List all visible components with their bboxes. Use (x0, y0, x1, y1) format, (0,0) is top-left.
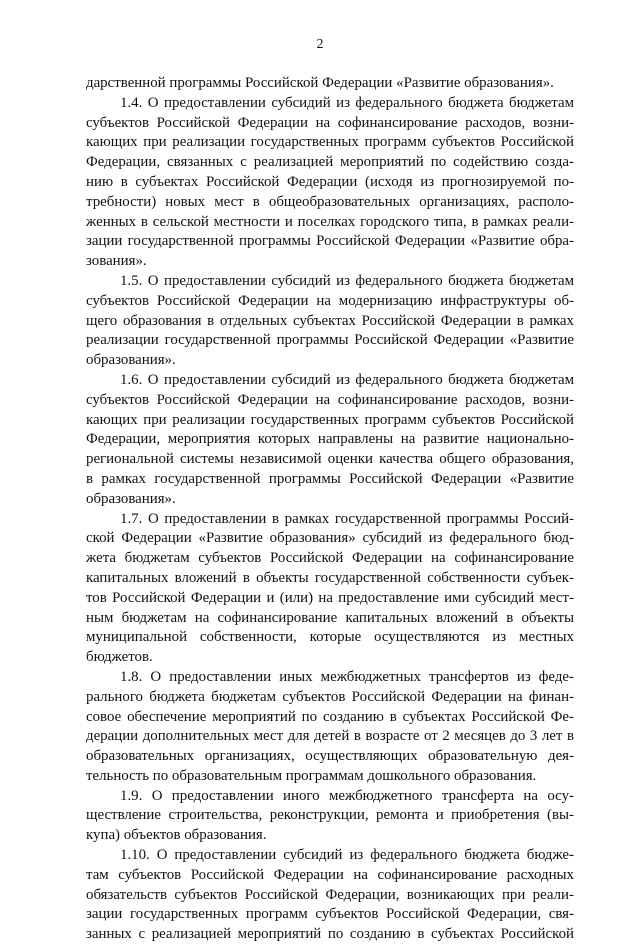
text-line: 1.9. О предоставлении иного межбюджетного трансферта на осу- (120, 787, 574, 804)
text-line: 1.4. О предоставлении субсидий из федерального бюджета бюджетам (120, 94, 574, 111)
text-line: кающих при реализации государственных программ субъектов Российской (86, 134, 574, 151)
text-line: субъектов Российской Федерации на модернизацию инфраструктуры об- (86, 292, 574, 309)
text-line: субъектов Российской Федерации на софинансирование расходов, возни- (86, 391, 574, 408)
text-line: дарственной программы Российской Федерации «Развитие образования». (86, 75, 554, 91)
text-line: образования». (86, 352, 176, 369)
text-line: купа) объектов образования. (86, 827, 267, 844)
text-line: дерации дополнительных мест для детей в возрасте от 2 месяцев до 3 лет в (86, 728, 574, 745)
text-line: ным бюджетам на софинансирование капитальных вложений в объекты (86, 609, 574, 626)
text-line: 1.5. О предоставлении субсидий из федерального бюджета бюджетам (120, 272, 574, 289)
text-line: образования». (86, 490, 176, 507)
page-number: 2 (316, 37, 324, 52)
text-line: муниципальной собственности, которые осуществляются из местных (86, 629, 574, 646)
text-line: 1.7. О предоставлении в рамках государственной программы Россий- (120, 510, 574, 527)
text-line: Федерации, связанных с реализацией мероприятий по содействию созда- (86, 154, 574, 171)
text-line: 1.6. О предоставлении субсидий из федерального бюджета бюджетам (120, 371, 574, 388)
text-line: бюджетов. (86, 649, 153, 666)
text-line: кающих при реализации государственных программ субъектов Российской (86, 411, 574, 428)
text-line: зования». (86, 253, 147, 270)
text-line: тельность по образовательным программам дошкольного образования. (86, 767, 537, 784)
text-line: совое обеспечение мероприятий по созданию в субъектах Российской Фе- (86, 708, 574, 725)
text-line: 1.10. О предоставлении субсидий из федерального бюджета бюдже- (120, 847, 574, 864)
text-line: нию в субъектах Российской Федерации (исходя из прогнозируемой по- (86, 173, 574, 190)
text-line: зации государственных программ субъектов Российской Федерации, свя- (86, 906, 574, 923)
text-line: капитальных вложений в объекты государственной собственности субъек- (86, 569, 574, 586)
text-line: женных в сельской местности и поселках городского типа, в рамках реали- (86, 213, 574, 230)
text-line: рального бюджета бюджетам субъектов Российской Федерации на финан- (86, 688, 574, 705)
text-line: 1.8. О предоставлении иных межбюджетных трансфертов из феде- (120, 668, 574, 685)
text-line: занных с реализацией мероприятий по созданию в субъектах Российской (86, 926, 574, 943)
text-line: реализации государственной программы Российской Федерации «Развитие (86, 332, 574, 349)
text-line: жета бюджетам субъектов Российской Федерации на софинансирование (86, 550, 574, 567)
text-line: образовательных организациях, осуществляющих образовательную дея- (86, 748, 574, 765)
text-line: субъектов Российской Федерации на софинансирование расходов, возни- (86, 114, 574, 131)
text-line: тов Российской Федерации и (или) на предоставление ими субсидий мест- (86, 589, 574, 606)
text-line: обязательств субъектов Российской Федерации, возникающих при реали- (86, 886, 574, 903)
text-line: щего образования в отдельных субъектах Российской Федерации в рамках (86, 312, 574, 329)
text-line: зации государственной программы Российской Федерации «Развитие обра- (86, 233, 574, 250)
document-body-text (86, 74, 574, 945)
text-line: ской Федерации «Развитие образования» субсидий из федерального бюд- (86, 530, 574, 547)
text-line: Федерации, мероприятия которых направлены на развитие национально- (86, 431, 574, 448)
text-line: региональной системы независимой оценки качества общего образования, (86, 451, 574, 468)
text-line: там субъектов Российской Федерации на софинансирование расходных (86, 866, 574, 883)
text-line: требности) новых мест в общеобразовательных организациях, располо- (86, 193, 574, 210)
text-line: в рамках государственной программы Российской Федерации «Развитие (86, 470, 574, 487)
text-line: ществление строительства, реконструкции, ремонта и приобретения (вы- (86, 807, 574, 824)
